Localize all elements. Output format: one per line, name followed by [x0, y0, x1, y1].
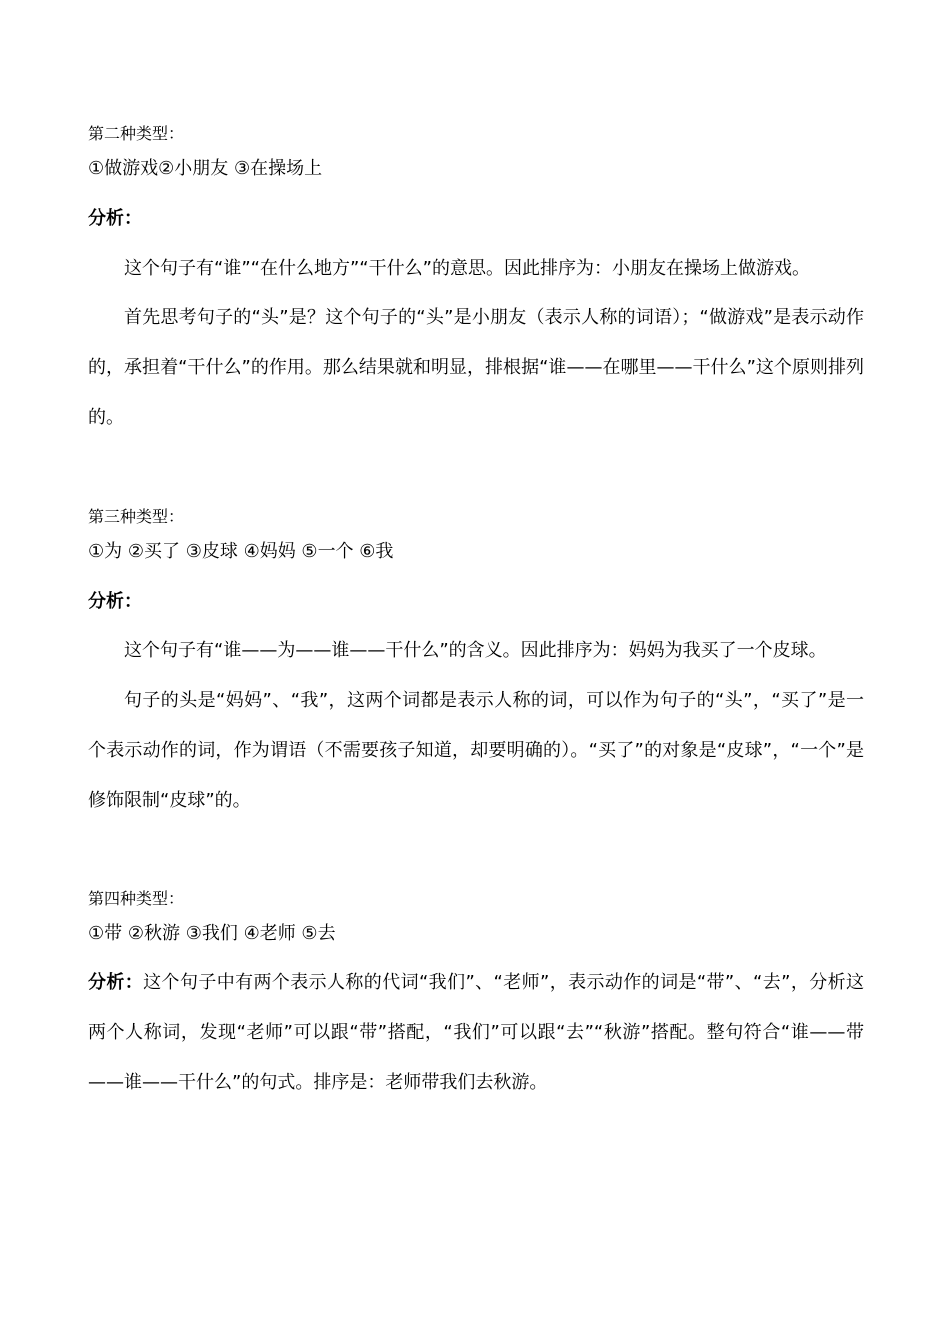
analysis-label-type-2: 分析：: [88, 208, 142, 229]
analysis-text-type-4: 这个句子中有两个表示人称的代词“我们”、“老师”，表示动作的词是“带”、“去”，分析这两个人称词，发现“老师”可以跟“带”搭配，“我们”可以跟“去”“秋游”搭配。整句符合“谁——带——谁——干什么”的句式。排序是：老师带我们去秋游。: [88, 972, 865, 1093]
word-options-type-4: ①带 ②秋游 ③我们 ④老师 ⑤去: [88, 923, 336, 944]
analysis-label-type-4: 分析：: [88, 972, 144, 993]
analysis-paragraph-type-2-1: 这个句子有“谁”“在什么地方”“干什么”的意思。因此排序为：小朋友在操场上做游戏。: [124, 258, 810, 279]
section-heading-type-3: 第三种类型：: [88, 507, 185, 526]
analysis-paragraph-type-3-1: 这个句子有“谁——为——谁——干什么”的含义。因此排序为：妈妈为我买了一个皮球。: [124, 640, 827, 661]
analysis-label-type-3: 分析：: [88, 591, 142, 612]
section-heading-type-2: 第二种类型：: [88, 124, 185, 143]
word-options-type-3: ①为 ②买了 ③皮球 ④妈妈 ⑤一个 ⑥我: [88, 541, 394, 562]
section-heading-type-4: 第四种类型：: [88, 889, 185, 908]
analysis-paragraph-type-3-2: 句子的头是“妈妈”、“我”，这两个词都是表示人称的词，可以作为句子的“头”，“买了”是一个表示动作的词，作为谓语（不需要孩子知道，却要明确的）。“买了”的对象是“皮球”，“一个”是修饰限制“皮球”的。: [88, 690, 864, 811]
word-options-type-2: ①做游戏②小朋友 ③在操场上: [88, 158, 323, 179]
analysis-paragraph-type-2-2: 首先思考句子的“头”是？这个句子的“头”是小朋友（表示人称的词语）；“做游戏”是表示动作的，承担着“干什么”的作用。那么结果就和明显，排根据“谁——在哪里——干什么”这个原则排列的。: [88, 307, 864, 428]
analysis-paragraph-type-4: [88, 958, 864, 1108]
